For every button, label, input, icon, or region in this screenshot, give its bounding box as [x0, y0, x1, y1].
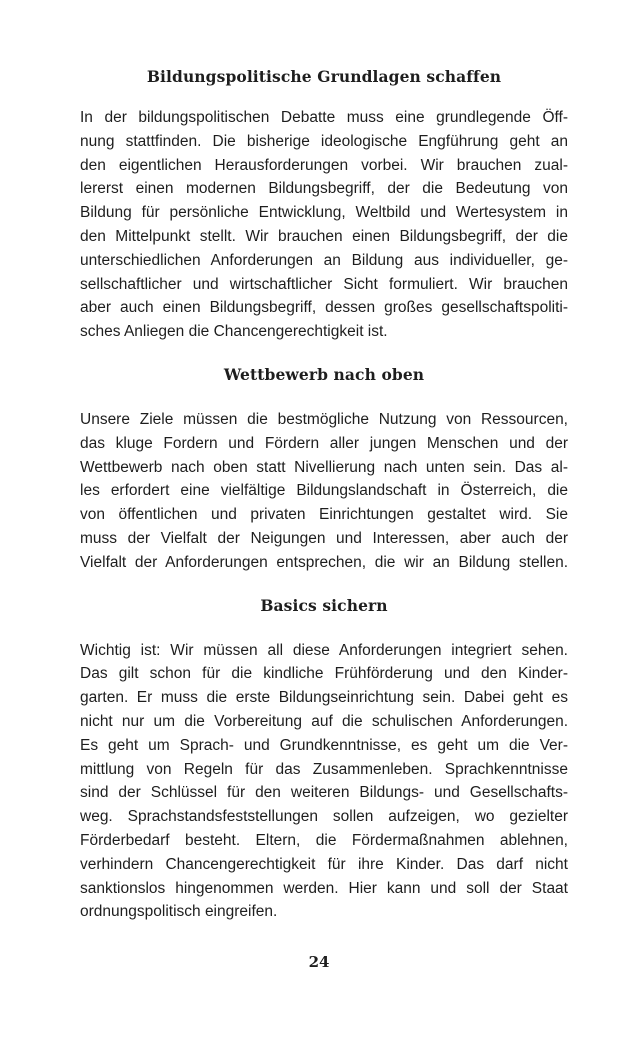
text-line: sches Anliegen die Chancengerechtigkeit ist. [80, 323, 388, 341]
text-line: Vielfalt der Anforderungen entsprechen, die wir an Bildung stellen. [80, 553, 568, 571]
section-title-bildungspolitische-grundlagen: Bildungspolitische Grundlagen schaffen [146, 67, 502, 86]
text-line: verhindern Chancengerechtigkeit für ihre Kinder. Das darf nicht [80, 855, 568, 873]
text-line: mittlung von Regeln für das Zusammenleben. Sprachkenntnisse [80, 760, 568, 778]
text-line: les erfordert eine vielfältige Bildungslandschaft in Österreich, die [80, 482, 568, 500]
text-line: Wettbewerb nach oben statt Nivellierung nach unten sein. Das al- [80, 458, 568, 476]
page-number: 24 [308, 953, 330, 971]
paragraph-bildungspolitische-grundlagen [80, 106, 568, 344]
text-line: Das gilt schon für die kindliche Frühförderung und den Kinder- [80, 665, 568, 683]
text-line: weg. Sprachstandsfeststellungen sollen aufzeigen, wo gezielter [80, 808, 568, 826]
section-title-wettbewerb-nach-oben: Wettbewerb nach oben [223, 364, 425, 384]
text-line: Es geht um Sprach- und Grundkenntnisse, es geht um die Ver- [80, 736, 568, 754]
text-line: Bildung für persönliche Entwicklung, Weltbild und Wertesystem in [80, 204, 568, 222]
text-line: ordnungspolitisch eingreifen. [80, 903, 278, 921]
section-title-basics-sichern: Basics sichern [260, 595, 388, 615]
text-line: aber auch einen Bildungsbegriff, dessen großes gesellschaftspoliti- [80, 299, 568, 317]
text-line: lererst einen modernen Bildungsbegriff, der die Bedeutung von [80, 180, 568, 198]
text-line: nicht nur um die Vorbereitung auf die schulischen Anforderungen. [80, 712, 568, 730]
text-line: sellschaftlicher und wirtschaftlicher Sicht formuliert. Wir brauchen [80, 275, 568, 293]
text-line: garten. Er muss die erste Bildungseinrichtung sein. Dabei geht es [80, 689, 568, 707]
text-line: Unsere Ziele müssen die bestmögliche Nutzung von Ressourcen, [80, 410, 568, 428]
text-line: das kluge Fordern und Fördern aller jungen Menschen und der [80, 434, 568, 452]
paragraph-basics-sichern [80, 639, 568, 925]
text-line: den Mittelpunkt stellt. Wir brauchen einen Bildungsbegriff, der die [80, 227, 568, 245]
text-line: unterschiedlichen Anforderungen an Bildung aus individueller, ge- [80, 251, 568, 269]
text-line: sanktionslos hingenommen werden. Hier kann und soll der Staat [80, 879, 568, 897]
paragraph-wettbewerb-nach-oben [80, 408, 568, 575]
text-line: In der bildungspolitischen Debatte muss eine grundlegende Öff- [80, 109, 568, 126]
text-line: sind der Schlüssel für den weiteren Bildungs- und Gesellschafts- [80, 784, 568, 802]
text-line: nung stattfinden. Die bisherige ideologische Engführung geht an [80, 132, 568, 150]
text-line: Wichtig ist: Wir müssen all diese Anforderungen integriert sehen. [80, 641, 568, 659]
text-line: den eigentlichen Herausforderungen vorbei. Wir brauchen zual- [80, 156, 568, 174]
text-line: von öffentlichen und privaten Einrichtungen gestaltet wird. Sie [80, 506, 568, 524]
text-line: muss der Vielfalt der Neigungen und Interessen, aber auch der [80, 529, 568, 547]
text-line: Förderbedarf besteht. Eltern, die Fördermaßnahmen ablehnen, [80, 831, 568, 849]
page-content [80, 60, 568, 924]
